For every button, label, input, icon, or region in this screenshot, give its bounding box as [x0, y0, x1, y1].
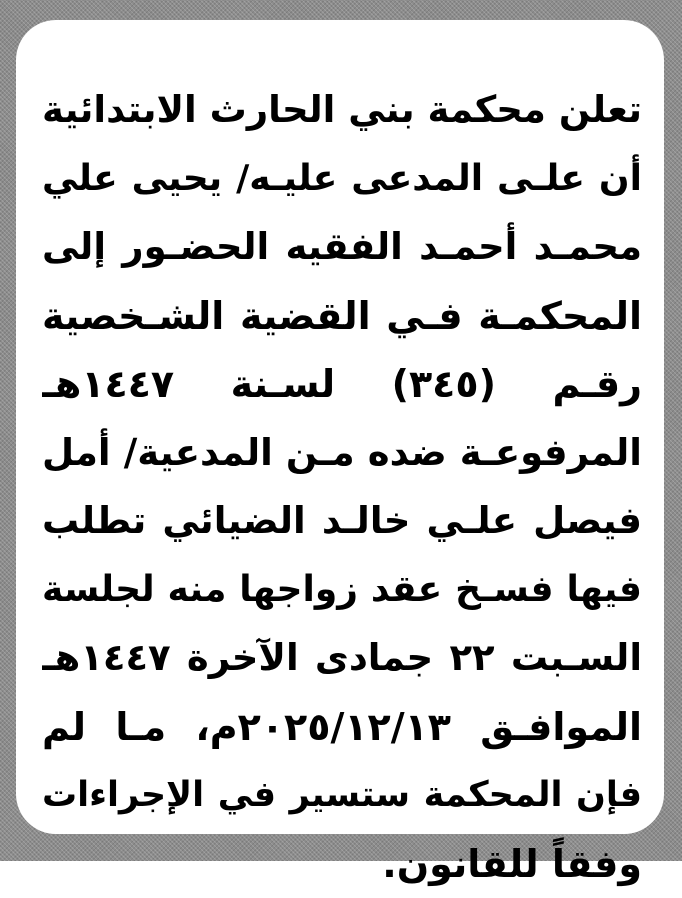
notice-line-3: محمـد أحمـد الفقيه الحضـور إلى	[42, 213, 642, 282]
notice-text	[42, 76, 642, 898]
notice-line-10: الموافـق ٢٠٢٥/١٢/١٣م، مـا لم	[42, 693, 642, 762]
notice-line-1: تعلن محكمة بني الحارث الابتدائية	[42, 76, 642, 145]
notice-line-2: أن علـى المدعى عليـه/ يحيى علي	[42, 145, 642, 214]
notice-line-12: وفقاً للقانون.	[42, 830, 642, 898]
notice-line-8: فيها فسـخ عقد زواجها منه لجلسة	[42, 556, 642, 625]
notice-line-7: فيصل علـي خالـد الضيائي تطلب	[42, 487, 642, 556]
notice-line-11: فإن المحكمة ستسير في الإجراءات	[42, 761, 642, 830]
notice-card	[16, 20, 664, 834]
notice-line-4: المحكمـة فـي القضية الشـخصية	[42, 282, 642, 351]
notice-line-6: المرفوعـة ضده مـن المدعية/ أمل	[42, 419, 642, 488]
notice-line-5: رقـم (٣٤٥) لسـنة ١٤٤٧هـ	[42, 350, 642, 419]
notice-line-9: السـبت ٢٢ جمادى الآخرة ١٤٤٧هـ	[42, 624, 642, 693]
